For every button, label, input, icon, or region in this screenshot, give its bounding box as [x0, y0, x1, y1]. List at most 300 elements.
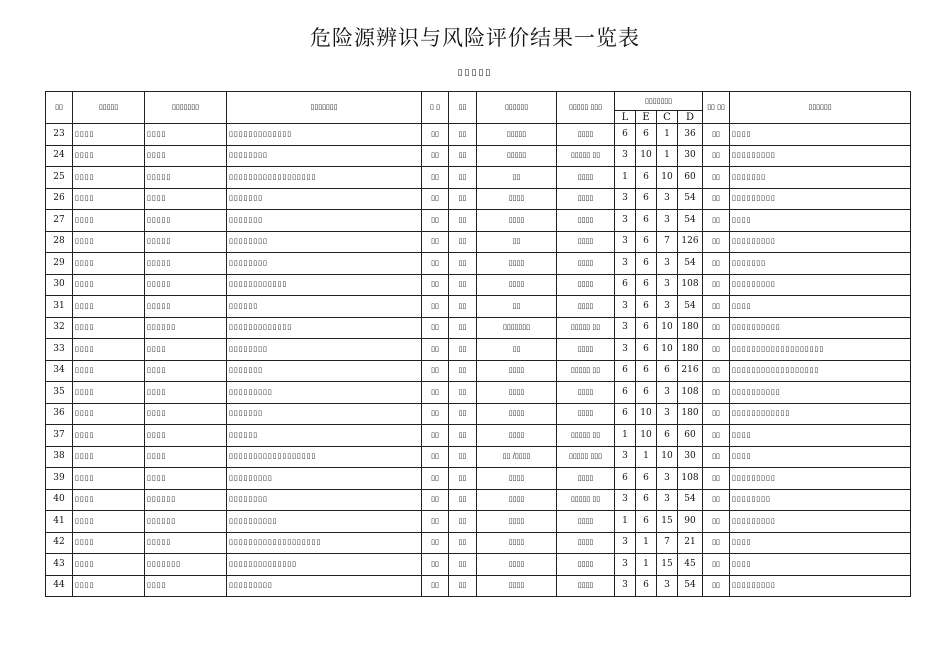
cell-col-g: ▯▯▯▯: [557, 188, 615, 210]
cell-C: 3: [657, 274, 678, 296]
cell-E: 6: [636, 511, 657, 533]
cell-col-c: ▯▯▯▯▯▯▯▯▯▯: [227, 511, 422, 533]
cell-D: 126: [678, 231, 703, 253]
cell-col-i: ▯▯▯▯▯▯▯▯▯: [730, 145, 911, 167]
cell-col-h: ▯▯: [703, 468, 730, 490]
cell-col-h: ▯▯: [703, 575, 730, 597]
cell-col-d: ▯▯: [422, 188, 449, 210]
cell-C: 3: [657, 253, 678, 275]
cell-col-c: ▯▯▯▯▯▯▯▯: [227, 339, 422, 361]
cell-col-e: ▯▯: [449, 360, 477, 382]
table-row: [46, 575, 911, 597]
cell-no: 32: [46, 317, 73, 339]
cell-L: 3: [615, 554, 636, 576]
cell-col-e: ▯▯: [449, 253, 477, 275]
cell-C: 10: [657, 167, 678, 189]
cell-no: 27: [46, 210, 73, 232]
cell-col-h: ▯▯: [703, 231, 730, 253]
cell-col-h: ▯▯: [703, 489, 730, 511]
cell-no: 40: [46, 489, 73, 511]
cell-E: 6: [636, 317, 657, 339]
cell-col-d: ▯▯: [422, 253, 449, 275]
cell-D: 45: [678, 554, 703, 576]
cell-col-i: ▯▯▯▯▯▯▯▯▯: [730, 468, 911, 490]
cell-col-f: ▯▯: [477, 339, 557, 361]
cell-col-a: ▯▯▯▯: [73, 124, 145, 146]
table-row: [46, 296, 911, 318]
header-C: C: [657, 111, 678, 124]
cell-D: 30: [678, 446, 703, 468]
table-row: [46, 446, 911, 468]
cell-L: 3: [615, 317, 636, 339]
cell-no: 26: [46, 188, 73, 210]
cell-D: 30: [678, 145, 703, 167]
cell-col-g: ▯▯▯▯: [557, 554, 615, 576]
cell-col-g: ▯▯▯▯▯ ▯▯: [557, 425, 615, 447]
cell-col-c: ▯▯▯▯▯▯▯▯: [227, 253, 422, 275]
cell-D: 54: [678, 296, 703, 318]
cell-col-g: ▯▯▯▯: [557, 403, 615, 425]
cell-col-d: ▯▯: [422, 231, 449, 253]
header-col-e: ▯▯: [449, 92, 477, 124]
cell-L: 3: [615, 532, 636, 554]
header-no: ▯▯: [46, 92, 73, 124]
cell-col-a: ▯▯▯▯: [73, 425, 145, 447]
cell-col-a: ▯▯▯▯: [73, 188, 145, 210]
cell-col-b: ▯▯▯▯: [145, 360, 227, 382]
cell-col-b: ▯▯▯▯▯: [145, 532, 227, 554]
cell-no: 37: [46, 425, 73, 447]
cell-C: 3: [657, 296, 678, 318]
cell-col-f: ▯▯▯▯▯: [477, 145, 557, 167]
cell-col-e: ▯▯: [449, 403, 477, 425]
cell-col-c: ▯▯▯▯▯▯▯: [227, 210, 422, 232]
cell-C: 15: [657, 511, 678, 533]
cell-col-f: ▯▯ /▯▯▯▯: [477, 446, 557, 468]
cell-col-g: ▯▯▯▯▯ ▯▯: [557, 145, 615, 167]
cell-col-d: ▯▯: [422, 554, 449, 576]
cell-L: 3: [615, 231, 636, 253]
cell-col-f: ▯▯▯▯: [477, 489, 557, 511]
cell-col-f: ▯▯▯▯: [477, 425, 557, 447]
cell-col-a: ▯▯▯▯: [73, 253, 145, 275]
cell-col-e: ▯▯: [449, 296, 477, 318]
cell-col-f: ▯▯: [477, 231, 557, 253]
cell-col-h: ▯▯: [703, 274, 730, 296]
table-row: [46, 360, 911, 382]
cell-L: 3: [615, 489, 636, 511]
cell-col-e: ▯▯: [449, 210, 477, 232]
cell-col-e: ▯▯: [449, 575, 477, 597]
cell-D: 54: [678, 489, 703, 511]
cell-L: 3: [615, 446, 636, 468]
cell-C: 10: [657, 339, 678, 361]
cell-col-g: ▯▯▯▯: [557, 124, 615, 146]
cell-col-c: ▯▯▯▯▯▯▯▯▯▯▯▯▯▯: [227, 554, 422, 576]
cell-col-f: ▯▯▯▯▯▯▯: [477, 317, 557, 339]
cell-L: 3: [615, 575, 636, 597]
table-row: [46, 489, 911, 511]
header-E: E: [636, 111, 657, 124]
cell-col-a: ▯▯▯▯: [73, 210, 145, 232]
cell-no: 44: [46, 575, 73, 597]
cell-col-f: ▯▯▯▯: [477, 210, 557, 232]
header-lec-group: ▯▯▯▯▯▯▯: [615, 92, 703, 111]
cell-E: 6: [636, 124, 657, 146]
cell-col-d: ▯▯: [422, 339, 449, 361]
cell-D: 54: [678, 188, 703, 210]
cell-col-e: ▯▯: [449, 167, 477, 189]
cell-col-i: ▯▯▯▯▯▯▯▯▯: [730, 575, 911, 597]
cell-C: 3: [657, 575, 678, 597]
cell-E: 10: [636, 145, 657, 167]
table-row: [46, 167, 911, 189]
cell-col-b: ▯▯▯▯▯▯▯: [145, 554, 227, 576]
cell-col-c: ▯▯▯▯▯▯▯▯▯▯▯▯▯▯▯▯▯▯▯: [227, 532, 422, 554]
table-row: [46, 317, 911, 339]
cell-col-e: ▯▯: [449, 339, 477, 361]
cell-D: 108: [678, 274, 703, 296]
cell-col-i: ▯▯▯▯▯▯▯▯▯: [730, 274, 911, 296]
cell-no: 41: [46, 511, 73, 533]
cell-no: 24: [46, 145, 73, 167]
table-row: [46, 210, 911, 232]
cell-col-c: ▯▯▯▯▯▯▯▯: [227, 489, 422, 511]
cell-no: 36: [46, 403, 73, 425]
cell-E: 6: [636, 468, 657, 490]
cell-col-e: ▯▯: [449, 468, 477, 490]
cell-col-i: ▯▯▯▯: [730, 124, 911, 146]
cell-C: 7: [657, 532, 678, 554]
cell-no: 34: [46, 360, 73, 382]
cell-col-i: ▯▯▯▯: [730, 425, 911, 447]
cell-col-b: ▯▯▯▯: [145, 188, 227, 210]
cell-col-h: ▯▯: [703, 339, 730, 361]
cell-col-i: ▯▯▯▯▯▯▯▯▯▯▯▯: [730, 403, 911, 425]
cell-col-b: ▯▯▯▯: [145, 403, 227, 425]
cell-C: 3: [657, 403, 678, 425]
header-col-d: ▯ ▯: [422, 92, 449, 124]
cell-col-i: ▯▯▯▯▯▯▯▯▯: [730, 511, 911, 533]
cell-col-c: ▯▯▯▯▯▯▯▯▯▯▯▯: [227, 274, 422, 296]
cell-col-i: ▯▯▯▯: [730, 210, 911, 232]
cell-col-c: ▯▯▯▯▯▯▯▯▯▯▯▯▯: [227, 317, 422, 339]
cell-L: 6: [615, 360, 636, 382]
cell-no: 39: [46, 468, 73, 490]
cell-col-f: ▯▯▯▯▯: [477, 124, 557, 146]
cell-col-g: ▯▯▯▯: [557, 210, 615, 232]
cell-D: 54: [678, 210, 703, 232]
cell-col-g: ▯▯▯▯: [557, 231, 615, 253]
header-D: D: [678, 111, 703, 124]
cell-col-e: ▯▯: [449, 554, 477, 576]
cell-col-g: ▯▯▯▯: [557, 296, 615, 318]
cell-col-h: ▯▯: [703, 382, 730, 404]
table-row: [46, 145, 911, 167]
header-col-i: ▯▯▯▯▯▯: [730, 92, 911, 124]
cell-C: 1: [657, 145, 678, 167]
table-row: [46, 532, 911, 554]
cell-C: 3: [657, 210, 678, 232]
cell-col-e: ▯▯: [449, 425, 477, 447]
cell-L: 6: [615, 468, 636, 490]
cell-col-a: ▯▯▯▯: [73, 339, 145, 361]
table-row: [46, 511, 911, 533]
cell-no: 38: [46, 446, 73, 468]
cell-D: 54: [678, 575, 703, 597]
cell-L: 1: [615, 425, 636, 447]
cell-col-f: ▯▯▯▯: [477, 403, 557, 425]
cell-E: 6: [636, 210, 657, 232]
cell-col-d: ▯▯: [422, 210, 449, 232]
cell-col-e: ▯▯: [449, 489, 477, 511]
header-col-f: ▯▯▯▯▯▯: [477, 92, 557, 124]
cell-col-b: ▯▯▯▯: [145, 124, 227, 146]
cell-col-e: ▯▯: [449, 446, 477, 468]
cell-D: 36: [678, 124, 703, 146]
cell-col-e: ▯▯: [449, 145, 477, 167]
cell-E: 6: [636, 188, 657, 210]
cell-col-b: ▯▯▯▯▯: [145, 231, 227, 253]
cell-col-g: ▯▯▯▯: [557, 468, 615, 490]
cell-C: 3: [657, 188, 678, 210]
cell-E: 10: [636, 425, 657, 447]
cell-C: 15: [657, 554, 678, 576]
cell-no: 42: [46, 532, 73, 554]
cell-E: 6: [636, 575, 657, 597]
cell-D: 21: [678, 532, 703, 554]
cell-C: 7: [657, 231, 678, 253]
cell-col-f: ▯▯: [477, 167, 557, 189]
cell-col-f: ▯▯▯▯: [477, 274, 557, 296]
cell-col-h: ▯▯: [703, 446, 730, 468]
cell-col-c: ▯▯▯▯▯▯▯▯▯▯▯▯▯▯▯▯▯▯: [227, 167, 422, 189]
cell-E: 6: [636, 360, 657, 382]
header-col-b: ▯▯▯▯▯▯▯: [145, 92, 227, 124]
cell-C: 1: [657, 124, 678, 146]
cell-col-d: ▯▯: [422, 296, 449, 318]
cell-col-a: ▯▯▯▯: [73, 382, 145, 404]
cell-col-h: ▯▯: [703, 296, 730, 318]
cell-col-e: ▯▯: [449, 382, 477, 404]
cell-C: 3: [657, 468, 678, 490]
cell-col-a: ▯▯▯▯: [73, 145, 145, 167]
cell-col-h: ▯▯: [703, 554, 730, 576]
cell-col-e: ▯▯: [449, 124, 477, 146]
cell-E: 6: [636, 231, 657, 253]
cell-E: 1: [636, 446, 657, 468]
table-row: [46, 231, 911, 253]
cell-col-c: ▯▯▯▯▯▯▯▯: [227, 231, 422, 253]
cell-col-i: ▯▯▯▯▯▯▯▯: [730, 489, 911, 511]
cell-col-h: ▯▯: [703, 511, 730, 533]
header-col-a: ▯▯▯▯▯: [73, 92, 145, 124]
cell-col-b: ▯▯▯▯▯: [145, 253, 227, 275]
cell-col-b: ▯▯▯▯: [145, 575, 227, 597]
cell-col-b: ▯▯▯▯▯: [145, 167, 227, 189]
cell-L: 6: [615, 382, 636, 404]
cell-col-c: ▯▯▯▯▯▯▯: [227, 403, 422, 425]
cell-col-g: ▯▯▯▯▯ ▯▯: [557, 317, 615, 339]
cell-col-a: ▯▯▯▯: [73, 575, 145, 597]
cell-C: 6: [657, 425, 678, 447]
header-col-c: ▯▯▯▯▯▯▯: [227, 92, 422, 124]
cell-col-a: ▯▯▯▯: [73, 489, 145, 511]
cell-E: 6: [636, 339, 657, 361]
cell-col-a: ▯▯▯▯: [73, 403, 145, 425]
cell-col-h: ▯▯: [703, 124, 730, 146]
cell-col-b: ▯▯▯▯: [145, 382, 227, 404]
cell-E: 6: [636, 274, 657, 296]
table-row: [46, 554, 911, 576]
cell-col-i: ▯▯▯▯: [730, 446, 911, 468]
cell-col-f: ▯▯▯▯: [477, 532, 557, 554]
cell-col-e: ▯▯: [449, 511, 477, 533]
cell-no: 25: [46, 167, 73, 189]
cell-col-h: ▯▯: [703, 403, 730, 425]
cell-col-a: ▯▯▯▯: [73, 468, 145, 490]
cell-E: 6: [636, 296, 657, 318]
cell-col-b: ▯▯▯▯▯: [145, 210, 227, 232]
cell-col-b: ▯▯▯▯: [145, 468, 227, 490]
cell-col-g: ▯▯▯▯: [557, 253, 615, 275]
cell-L: 3: [615, 188, 636, 210]
table-row: [46, 403, 911, 425]
cell-col-f: ▯▯▯▯: [477, 468, 557, 490]
cell-col-b: ▯▯▯▯: [145, 339, 227, 361]
cell-col-i: ▯▯▯▯▯▯▯▯▯: [730, 231, 911, 253]
header-col-h: ▯▯ ▯▯: [703, 92, 730, 124]
table-row: [46, 188, 911, 210]
cell-col-c: ▯▯▯▯▯▯▯▯▯: [227, 382, 422, 404]
cell-col-e: ▯▯: [449, 188, 477, 210]
cell-col-h: ▯▯: [703, 167, 730, 189]
cell-D: 54: [678, 253, 703, 275]
cell-col-g: ▯▯▯▯: [557, 532, 615, 554]
table-row: [46, 124, 911, 146]
cell-col-e: ▯▯: [449, 274, 477, 296]
cell-col-d: ▯▯: [422, 145, 449, 167]
cell-col-f: ▯▯▯▯: [477, 575, 557, 597]
cell-col-d: ▯▯: [422, 360, 449, 382]
table-row: [46, 468, 911, 490]
cell-no: 31: [46, 296, 73, 318]
cell-L: 6: [615, 124, 636, 146]
cell-D: 180: [678, 403, 703, 425]
cell-no: 23: [46, 124, 73, 146]
cell-E: 6: [636, 382, 657, 404]
cell-col-b: ▯▯▯▯▯▯: [145, 489, 227, 511]
cell-col-b: ▯▯▯▯: [145, 425, 227, 447]
cell-E: 1: [636, 554, 657, 576]
document-subtitle: ▯▯▯▯▯: [457, 68, 493, 78]
cell-col-i: ▯▯▯▯▯▯▯: [730, 253, 911, 275]
cell-D: 90: [678, 511, 703, 533]
cell-col-h: ▯▯: [703, 210, 730, 232]
cell-col-b: ▯▯▯▯▯▯: [145, 511, 227, 533]
cell-col-c: ▯▯▯▯▯▯▯▯▯▯▯▯▯: [227, 124, 422, 146]
cell-L: 6: [615, 274, 636, 296]
table-header: [46, 92, 911, 124]
cell-col-f: ▯▯▯▯: [477, 382, 557, 404]
cell-no: 30: [46, 274, 73, 296]
cell-col-i: ▯▯▯▯: [730, 532, 911, 554]
cell-col-i: ▯▯▯▯▯▯▯▯▯▯: [730, 317, 911, 339]
table-row: [46, 274, 911, 296]
cell-col-a: ▯▯▯▯: [73, 554, 145, 576]
cell-col-g: ▯▯▯▯▯ ▯▯▯: [557, 446, 615, 468]
cell-no: 43: [46, 554, 73, 576]
cell-col-h: ▯▯: [703, 317, 730, 339]
cell-col-f: ▯▯▯▯: [477, 188, 557, 210]
cell-col-a: ▯▯▯▯: [73, 274, 145, 296]
cell-col-i: ▯▯▯▯: [730, 296, 911, 318]
cell-col-d: ▯▯: [422, 511, 449, 533]
cell-col-h: ▯▯: [703, 360, 730, 382]
cell-no: 35: [46, 382, 73, 404]
cell-col-f: ▯▯▯▯: [477, 511, 557, 533]
cell-L: 1: [615, 167, 636, 189]
table-body: [46, 124, 911, 597]
cell-col-a: ▯▯▯▯: [73, 511, 145, 533]
cell-D: 108: [678, 382, 703, 404]
cell-col-f: ▯▯▯▯: [477, 360, 557, 382]
cell-col-d: ▯▯: [422, 425, 449, 447]
cell-col-d: ▯▯: [422, 489, 449, 511]
cell-col-f: ▯▯: [477, 296, 557, 318]
cell-D: 180: [678, 339, 703, 361]
cell-L: 3: [615, 296, 636, 318]
cell-L: 1: [615, 511, 636, 533]
cell-col-f: ▯▯▯▯: [477, 554, 557, 576]
document-title: 危险源辨识与风险评价结果一览表: [310, 26, 640, 50]
cell-col-c: ▯▯▯▯▯▯▯▯▯▯▯▯▯▯▯▯▯▯: [227, 446, 422, 468]
cell-col-a: ▯▯▯▯: [73, 317, 145, 339]
cell-col-e: ▯▯: [449, 231, 477, 253]
cell-col-e: ▯▯: [449, 317, 477, 339]
cell-no: 33: [46, 339, 73, 361]
cell-col-e: ▯▯: [449, 532, 477, 554]
cell-col-i: ▯▯▯▯▯▯▯▯▯▯: [730, 382, 911, 404]
cell-col-a: ▯▯▯▯: [73, 296, 145, 318]
cell-col-c: ▯▯▯▯▯▯: [227, 296, 422, 318]
cell-no: 28: [46, 231, 73, 253]
cell-col-c: ▯▯▯▯▯▯▯: [227, 360, 422, 382]
cell-col-h: ▯▯: [703, 532, 730, 554]
cell-E: 10: [636, 403, 657, 425]
cell-col-c: ▯▯▯▯▯▯▯▯▯: [227, 575, 422, 597]
cell-col-i: ▯▯▯▯: [730, 554, 911, 576]
cell-col-d: ▯▯: [422, 468, 449, 490]
cell-C: 3: [657, 382, 678, 404]
cell-C: 3: [657, 489, 678, 511]
cell-col-d: ▯▯: [422, 575, 449, 597]
cell-col-g: ▯▯▯▯: [557, 382, 615, 404]
cell-col-d: ▯▯: [422, 274, 449, 296]
cell-col-d: ▯▯: [422, 167, 449, 189]
cell-col-d: ▯▯: [422, 382, 449, 404]
cell-col-d: ▯▯: [422, 446, 449, 468]
cell-col-g: ▯▯▯▯▯ ▯▯: [557, 489, 615, 511]
cell-E: 6: [636, 167, 657, 189]
cell-col-g: ▯▯▯▯: [557, 339, 615, 361]
header-L: L: [615, 111, 636, 124]
cell-col-i: ▯▯▯▯▯▯▯▯▯▯▯▯▯▯▯▯▯▯: [730, 360, 911, 382]
cell-E: 6: [636, 253, 657, 275]
cell-col-h: ▯▯: [703, 188, 730, 210]
cell-col-d: ▯▯: [422, 124, 449, 146]
table-row: [46, 253, 911, 275]
